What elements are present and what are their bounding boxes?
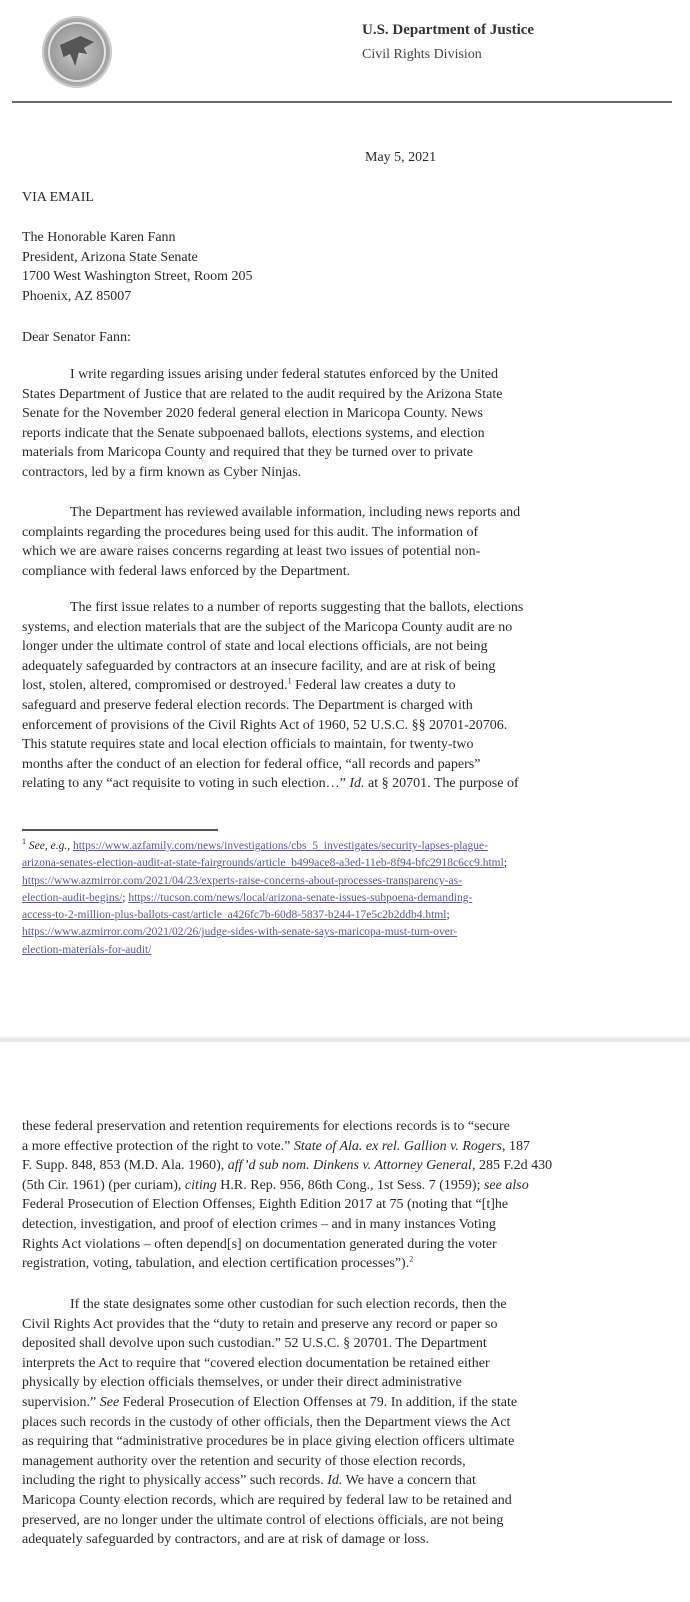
division-name: Civil Rights Division (362, 47, 482, 62)
footnote-divider (22, 829, 218, 831)
recipient-name: The Honorable Karen Fann (22, 230, 176, 245)
footnote-link-azmirror-2[interactable]: https://www.azmirror.com/2021/02/26/judge-sides-with-senate-says-maricopa-must-turn-over- (22, 926, 458, 939)
footnote-link-azfamily-cont[interactable]: arizona-senates-election-audit-at-state-fairgrounds/article_b499ace8-a3ed-11eb-8f94-bfc2918c6cc9.html (22, 857, 504, 870)
recipient-address (22, 228, 642, 306)
recipient-street: 1700 West Washington Street, Room 205 (22, 269, 253, 285)
agency-name: U.S. Department of Justice (362, 22, 535, 38)
recipient-title: President, Arizona State Senate (22, 249, 198, 265)
footnote-ref-2[interactable]: 2 (409, 1254, 414, 1264)
footnote-1: $^1$ See, e.g., https://www.azfamily.com/news/investigations/cbs_5_investigates/security-lapses-plague- arizona-senates-election-audit-at-state-fairgrounds/article_b499ace8-a3ed-11eb-8f94-bfc2918c6cc9.html; https://www.azmirror.com/2021/04/23/experts-raise-concerns-about-processes-transparency-as- election-audit-begins/; https://tucson.com/news/local/arizona-senate-issues-subpoena-demanding- access-to-2-million-plus-ballots-cast/article_a426fc7b-60d8-5837-b244-17e5c2b2ddb4.html; https://www.azmirror.com/2021/02/26/judge-sides-with-senate-says-maricopa-must-turn-over- election-materials-for-audit/ (22, 837, 508, 956)
salutation: Dear Senator Fann: (22, 330, 131, 345)
footnote-link-azfamily[interactable]: https://www.azfamily.com/news/investigations/cbs_5_investigates/security-lapses-plague- (72, 840, 488, 852)
paragraph-intro: I write regarding issues arising under federal statutes enforced by the United States Department of Justice that are related to the audit required by the Arizona State Senate for the November 2020 federal general election in Maricopa County. News reports indicate that the Senate subpoenaed ballots, elections systems, and election materials from Maricopa County and required that they be turned over to private contractors, led by a firm known as Cyber Ninjas. (22, 367, 503, 480)
paragraph-review: The Department has reviewed available information, including news reports and complaints regarding the procedures being used for this audit. The information of which we are aware raises concerns regarding at least two issues of potential non- compliance with federal laws enforced by the Department. (22, 505, 521, 579)
paragraph-purpose: these federal preservation and retention requirements for elections records is to “secure a more effective protection of the right to vote.” State of Ala. ex rel. Gallion v. Rogers, 187 F. Supp. 848, 853 (M.D. Ala. 1960), aff’d sub nom. Dinkens v. Attorney General, 285 F.2d 430 (5th Cir. 1961) (per curiam), citing H.R. Rep. 956, 86th Cong., 1st Sess. 7 (1959); see also Federal Prosecution of Election Offenses, Eighth Edition 2017 at 75 (noting that “[t]he detection, investigation, and proof of election crimes – and in many instances Voting Rights Act violations – often depend[s] on documentation generated during the voter registration, voting, tabulation, and election certification processes”).$^2$ (22, 1119, 553, 1272)
header-divider (12, 101, 672, 103)
doj-seal-icon (42, 16, 112, 88)
footnote-link-tucson-cont[interactable]: access-to-2-million-plus-ballots-cast/article_a426fc7b-60d8-5837-b244-17e5c2b2ddb4.html (22, 909, 447, 922)
footnote-link-azmirror-1[interactable]: https://www.azmirror.com/2021/04/23/experts-raise-concerns-about-processes-transparency-as- (22, 874, 462, 887)
delivery-method: VIA EMAIL (22, 190, 94, 205)
paragraph-custodian: If the state designates some other custodian for such election records, then the Civil Rights Act provides that the “duty to retain and preserve any record or paper so deposited shall devolve upon such custodian.” 52 U.S.C. § 20701. The Department interprets the Act to require that “covered election documentation be retained either physically by election officials themselves, or under their direct administrative supervision.” See Federal Prosecution of Election Offenses at 79. In addition, if the state places such records in the custody of other officials, then the Department views the Act as requiring that “administrative procedures be in place giving election officers ultimate management authority over the retention and security of those election records, including the right to physically access” such records. Id. We have a concern that Maricopa County election records, which are required by federal law to be retained and preserved, are no longer under the ultimate control of elections officials, are not being adequately safeguarded by contractors, and are at risk of damage or loss. (22, 1297, 518, 1548)
footnote-link-azmirror-1-cont[interactable]: election-audit-begins/ (22, 891, 123, 904)
letter-page-2 (0, 1042, 690, 1602)
paragraph-first-issue: The first issue relates to a number of reports suggesting that the ballots, elections systems, and election materials that are the subject of the Maricopa County audit are no longer under the ultimate control of state and local elections officials, are not being adequately safeguarded by contractors at an insecure facility, and are at risk of being lost, stolen, altered, compromised or destroyed.$^1$ Federal law creates a duty to safeguard and preserve federal election records. The Department is charged with enforcement of provisions of the Civil Rights Act of 1960, 52 U.S.C. §§ 20701-20706. This statute requires state and local election officials to maintain, for twenty-two months after the conduct of an election for federal office, “all records and papers” relating to any “act requisite to voting in such election…” Id. at § 20701. The purpose of (22, 600, 524, 792)
letter-date: May 5, 2021 (365, 150, 437, 165)
recipient-city: Phoenix, AZ 85007 (22, 288, 132, 304)
footnote-ref-1[interactable]: 1 (287, 676, 292, 686)
footnote-link-azmirror-2-cont[interactable]: election-materials-for-audit/ (22, 943, 152, 956)
footnote-link-tucson[interactable]: https://tucson.com/news/local/arizona-senate-issues-subpoena-demanding- (128, 891, 473, 904)
